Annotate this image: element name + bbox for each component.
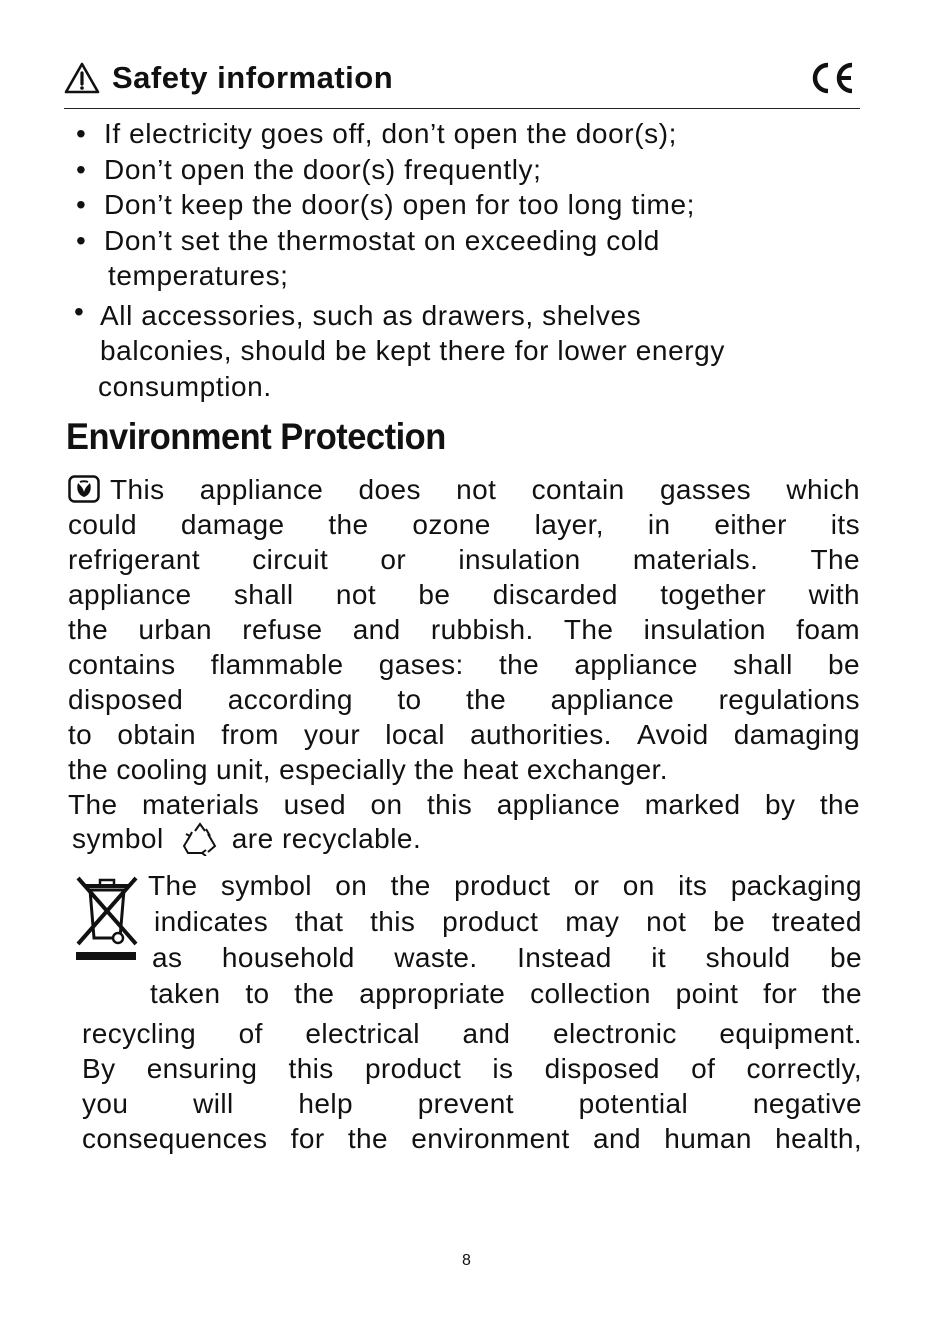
word: authorities. — [470, 719, 612, 750]
word: appropriate — [359, 978, 506, 1009]
word: the — [465, 684, 507, 715]
word: especially — [279, 754, 407, 785]
word: the — [498, 649, 540, 680]
word: symbol — [220, 870, 312, 901]
word: prevent — [417, 1088, 514, 1119]
bullet-dot: • — [76, 189, 87, 220]
word: with — [808, 579, 860, 610]
word: damaging — [733, 719, 860, 750]
word: does — [358, 474, 421, 505]
word: which — [786, 474, 860, 505]
word: health, — [775, 1123, 862, 1154]
text-line — [82, 1121, 862, 1156]
word: not — [646, 906, 687, 937]
word: ozone — [412, 509, 491, 540]
word: help — [298, 1088, 353, 1119]
word: your — [304, 719, 361, 750]
word: and — [352, 614, 401, 645]
word: its — [830, 509, 860, 540]
word: the — [328, 509, 369, 540]
word: of — [691, 1053, 716, 1084]
text-line — [68, 472, 860, 507]
word: may — [565, 906, 620, 937]
section-header — [64, 56, 860, 109]
word: contains — [68, 649, 176, 680]
word: equipment. — [719, 1018, 862, 1049]
word: point — [675, 978, 739, 1009]
word: either — [714, 509, 787, 540]
word: disposed — [68, 684, 184, 715]
word: flammable — [210, 649, 344, 680]
word: taken — [150, 978, 221, 1009]
ce-mark-icon — [808, 60, 856, 96]
list-item: • All accessories, such as drawers, shelves balconies, should be kept there for lower energy consumption. — [74, 295, 725, 402]
word: on — [622, 870, 655, 901]
word: Instead — [517, 942, 612, 973]
word: cooling — [116, 754, 208, 785]
word: and — [593, 1123, 641, 1154]
word: shall — [733, 649, 793, 680]
word: appliance — [574, 649, 698, 680]
word: you — [82, 1088, 129, 1119]
text-line — [82, 1086, 862, 1121]
word: according — [227, 684, 353, 715]
word: is — [492, 1053, 514, 1084]
word: discarded — [492, 579, 618, 610]
word: appliance — [496, 789, 621, 820]
word: and — [462, 1018, 511, 1049]
recycle-symbol-icon — [182, 822, 218, 856]
text-line — [68, 787, 860, 822]
word: disposed — [544, 1053, 660, 1084]
word: This — [68, 472, 165, 507]
word: foam — [796, 614, 860, 645]
word: used — [283, 789, 346, 820]
word: appliance — [550, 684, 675, 715]
word: product — [454, 870, 551, 901]
word: appliance — [199, 474, 324, 505]
word: its — [678, 870, 708, 901]
text-line — [82, 1016, 862, 1051]
text-line — [68, 682, 860, 717]
text-line — [68, 647, 860, 682]
word: layer, — [534, 509, 604, 540]
word: unit, — [216, 754, 271, 785]
word: to — [68, 719, 93, 750]
word: should — [705, 942, 791, 973]
word: of — [238, 1018, 263, 1049]
word: insulation — [643, 614, 766, 645]
word: product — [364, 1053, 462, 1084]
text-line — [82, 1051, 862, 1086]
word: obtain — [117, 719, 197, 750]
list-item: • Don’t set the thermostat on exceeding cold temperatures; — [76, 224, 660, 291]
word: for — [290, 1123, 325, 1154]
text-line — [148, 940, 862, 976]
text-line — [148, 868, 862, 904]
word: to — [397, 684, 422, 715]
text-line — [68, 507, 860, 542]
word: be — [713, 906, 746, 937]
word: The — [810, 544, 860, 575]
word: materials — [141, 789, 260, 820]
bullet-dot: • — [76, 153, 87, 185]
word: this — [426, 789, 473, 820]
word: electrical — [305, 1018, 420, 1049]
crossed-out-wheelie-bin-icon — [74, 872, 140, 962]
word: packaging — [730, 870, 862, 901]
text-line — [68, 717, 860, 752]
section-title: Environment Protection — [66, 416, 446, 457]
word: correctly, — [746, 1053, 862, 1084]
word: appliance — [68, 579, 192, 610]
word: on — [370, 789, 403, 820]
word: be — [830, 942, 862, 973]
bullet-dot: • — [76, 118, 87, 149]
text-line — [148, 976, 862, 1012]
word: to — [245, 978, 270, 1009]
bullet-dot: • — [74, 295, 85, 327]
word: household — [221, 942, 355, 973]
word: be — [418, 579, 451, 610]
word: for — [763, 978, 798, 1009]
word: recycling — [82, 1018, 197, 1049]
word: contain — [531, 474, 625, 505]
page-number: 8 — [462, 1252, 471, 1269]
word: ensuring — [146, 1053, 258, 1084]
word: or — [380, 544, 407, 575]
word: heat — [462, 754, 519, 785]
list-item: • Don’t keep the door(s) open for too long time; — [70, 187, 870, 223]
word: it — [651, 942, 667, 973]
word: circuit — [252, 544, 329, 575]
word: the — [68, 754, 109, 785]
word: together — [660, 579, 767, 610]
text-line — [68, 577, 860, 612]
page-title: Safety information — [112, 60, 394, 95]
word: from — [221, 719, 279, 750]
word: materials. — [632, 544, 759, 575]
word: the — [68, 614, 109, 645]
word: could — [68, 509, 137, 540]
word: regulations — [718, 684, 860, 715]
word: the — [414, 754, 455, 785]
word: The — [563, 614, 614, 645]
word: in — [647, 509, 671, 540]
text-line — [148, 904, 862, 940]
warning-triangle-icon — [64, 62, 100, 94]
word: gasses — [659, 474, 752, 505]
word: consequences — [82, 1123, 268, 1154]
word: be — [827, 649, 860, 680]
weee-text — [148, 868, 862, 1012]
word: damage — [180, 509, 285, 540]
word: product — [442, 906, 539, 937]
word: Avoid — [637, 719, 709, 750]
word: shall — [233, 579, 294, 610]
word: local — [385, 719, 445, 750]
word: by — [764, 789, 796, 820]
word: human — [664, 1123, 752, 1154]
word: potential — [578, 1088, 689, 1119]
word: exchanger. — [526, 754, 668, 785]
word: will — [193, 1088, 234, 1119]
word: not — [335, 579, 377, 610]
list-item: • Don’t open the door(s) frequently; — [70, 152, 870, 188]
word: treated — [771, 906, 862, 937]
environment-paragraph-2 — [82, 1016, 862, 1156]
text-line — [68, 542, 860, 577]
word: The — [148, 870, 198, 901]
word: that — [294, 906, 344, 937]
word: this — [370, 906, 416, 937]
word: on — [335, 870, 368, 901]
word: not — [456, 474, 497, 505]
bullet-dot: • — [76, 224, 87, 256]
word: collection — [530, 978, 651, 1009]
word: gases: — [378, 649, 464, 680]
environment-paragraph — [68, 472, 860, 822]
recycle-text-before: symbol — [72, 823, 164, 854]
word: electronic — [552, 1018, 677, 1049]
word: rubbish. — [430, 614, 534, 645]
word: the — [347, 1123, 388, 1154]
recycle-text-after: are recyclable. — [231, 823, 422, 854]
recyclable-line — [72, 822, 421, 856]
list-item: • If electricity goes off, don’t open the door(s); — [70, 116, 870, 152]
word: urban — [138, 614, 212, 645]
word: By — [82, 1053, 116, 1084]
word: negative — [752, 1088, 862, 1119]
word: refuse — [242, 614, 323, 645]
word: the — [819, 789, 860, 820]
word: waste. — [394, 942, 478, 973]
word: The — [68, 789, 118, 820]
word: indicates — [154, 906, 269, 937]
text-line — [68, 612, 860, 647]
word: the — [294, 978, 335, 1009]
word: refrigerant — [68, 544, 201, 575]
word: this — [288, 1053, 334, 1084]
word: environment — [411, 1123, 570, 1154]
word: insulation — [458, 544, 581, 575]
word: the — [821, 978, 862, 1009]
word: or — [573, 870, 600, 901]
word: as — [152, 942, 183, 973]
text-line — [68, 752, 860, 787]
word: marked — [644, 789, 741, 820]
eco-label-icon — [68, 475, 100, 503]
safety-bullet-list — [70, 116, 870, 404]
word: the — [390, 870, 431, 901]
